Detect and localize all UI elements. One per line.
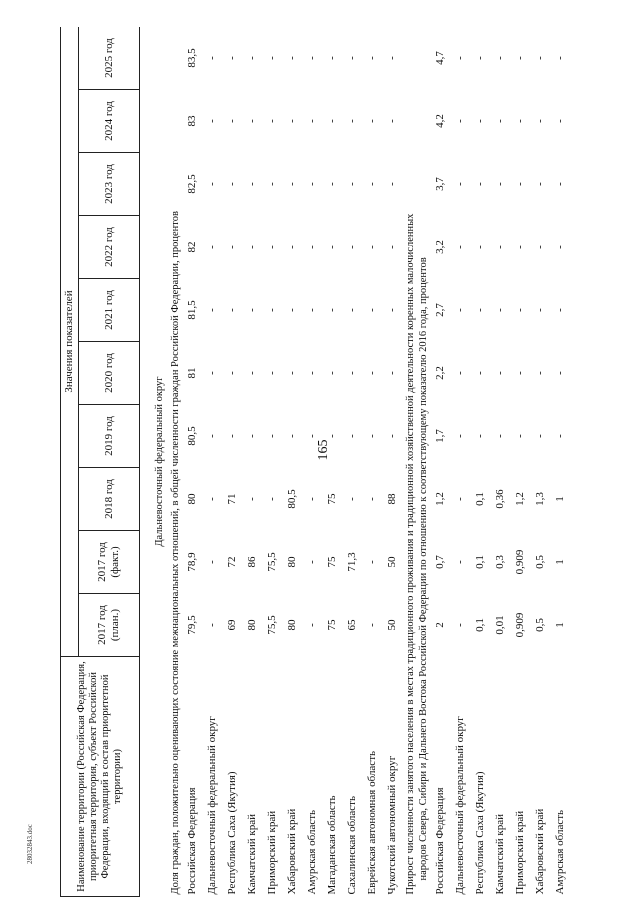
territory-name: Приморский край [513, 810, 526, 895]
table-row [510, 27, 530, 897]
spacer-row [140, 27, 151, 897]
value-cell: - [345, 371, 358, 375]
value-cell: 2,7 [433, 303, 446, 317]
value-cell: - [513, 56, 526, 60]
value-cell: 0,36 [493, 489, 506, 509]
value-cell: - [265, 497, 278, 501]
document-code: 28032843.doc [26, 824, 34, 864]
value-cell: - [453, 56, 466, 60]
value-cell: - [473, 371, 486, 375]
value-cell: - [205, 308, 218, 312]
value-cell: - [345, 434, 358, 438]
territory-name: Камчатский край [493, 814, 506, 895]
value-cell: - [493, 434, 506, 438]
year-header: 2017 год (факт.) [79, 531, 140, 594]
table-row [450, 27, 470, 897]
value-cell: - [265, 245, 278, 249]
value-cell: 2,2 [433, 366, 446, 380]
value-cell: 1 [553, 559, 566, 565]
indicator-1-title: Доля граждан, положительно оценивающих состояние межнациональных отношений, в общей численности граждан Российской Федерации, процентов [169, 211, 181, 895]
indicator-title-row [168, 27, 182, 897]
value-cell: 1 [553, 496, 566, 502]
territory-name: Российская Федерация [185, 787, 198, 895]
value-cell: 0,7 [433, 555, 446, 569]
value-cell: - [205, 119, 218, 123]
value-cell: 81 [185, 367, 198, 379]
value-cell: - [453, 371, 466, 375]
value-cell: - [305, 623, 318, 627]
value-cell: - [365, 371, 378, 375]
value-cell: - [493, 119, 506, 123]
territory-name: Российская Федерация [433, 787, 446, 895]
value-cell: - [325, 245, 338, 249]
year-header: 2020 год [79, 342, 140, 405]
value-cell: 75 [325, 556, 338, 568]
value-cell: 3,2 [433, 240, 446, 254]
value-cell: 72 [225, 556, 238, 568]
year-header: 2017 год (план.) [79, 594, 140, 657]
table-row [322, 27, 342, 897]
value-cell: 0,5 [533, 618, 546, 632]
value-cell: 71,3 [345, 552, 358, 572]
value-cell: - [245, 371, 258, 375]
territory-column-header: Наименование территории (Российская Федерация, приоритетная территория, субъект Российской Федерации, входящий в состав приоритетной территории) [61, 657, 140, 897]
value-cell: - [305, 119, 318, 123]
value-cell: - [453, 119, 466, 123]
table-row [242, 27, 262, 897]
value-cell: 80,5 [285, 489, 298, 509]
value-cell: - [513, 308, 526, 312]
value-cell: 79,5 [185, 615, 198, 635]
value-cell: 2 [433, 622, 446, 628]
value-cell: - [325, 182, 338, 186]
table-row [342, 27, 362, 897]
value-cell: - [473, 119, 486, 123]
value-cell: - [225, 119, 238, 123]
value-cell: - [265, 434, 278, 438]
value-cell: 0,3 [493, 555, 506, 569]
value-cell: - [493, 371, 506, 375]
value-cell: - [345, 182, 358, 186]
value-cell: - [533, 434, 546, 438]
value-cell: 83,5 [185, 48, 198, 68]
value-cell: - [533, 371, 546, 375]
value-cell: - [365, 497, 378, 501]
value-cell: 75 [325, 493, 338, 505]
value-cell: - [553, 434, 566, 438]
table-row [530, 27, 550, 897]
value-cell: - [285, 56, 298, 60]
value-cell: - [385, 245, 398, 249]
value-cell: 80 [285, 619, 298, 631]
value-cell: - [345, 245, 358, 249]
value-cell: - [225, 56, 238, 60]
territory-name: Амурская область [305, 809, 318, 895]
value-cell: - [513, 182, 526, 186]
value-cell: - [285, 371, 298, 375]
territory-name: Магаданская область [325, 795, 338, 895]
value-cell: - [325, 434, 338, 438]
value-cell: - [453, 560, 466, 564]
value-cell: - [365, 245, 378, 249]
value-cell: - [533, 182, 546, 186]
territory-name: Амурская область [553, 809, 566, 895]
table-row [202, 27, 222, 897]
value-cell: 0,1 [473, 555, 486, 569]
value-cell: 80 [245, 619, 258, 631]
value-cell: 86 [245, 556, 258, 568]
value-cell: - [225, 245, 238, 249]
value-cell: 82 [185, 241, 198, 253]
value-cell: 0,5 [533, 555, 546, 569]
value-cell: - [225, 371, 238, 375]
table-row [282, 27, 302, 897]
value-cell: - [265, 56, 278, 60]
value-cell: 80 [185, 493, 198, 505]
value-cell: 1 [553, 622, 566, 628]
indicator-title-row [402, 27, 430, 897]
value-cell: 71 [225, 493, 238, 505]
value-cell: - [305, 560, 318, 564]
value-cell: - [385, 308, 398, 312]
value-cell: - [385, 371, 398, 375]
value-cell: - [473, 56, 486, 60]
value-cell: - [285, 119, 298, 123]
value-cell: - [533, 56, 546, 60]
value-cell: 50 [385, 619, 398, 631]
value-cell: - [345, 119, 358, 123]
spacer-cell [140, 27, 151, 897]
value-cell: - [345, 56, 358, 60]
value-cell: - [305, 245, 318, 249]
values-group-header: Значения показателей [61, 27, 79, 657]
value-cell: 1,7 [433, 429, 446, 443]
value-cell: - [245, 182, 258, 186]
year-header: 2019 год [79, 405, 140, 468]
value-cell: - [345, 497, 358, 501]
value-cell: - [225, 308, 238, 312]
value-cell: - [453, 245, 466, 249]
territory-name: Республика Саха (Якутия) [225, 771, 238, 895]
value-cell: 1,3 [533, 492, 546, 506]
territory-name: Дальневосточный федеральный округ [453, 716, 466, 895]
value-cell: - [345, 308, 358, 312]
page-number: 165 [316, 439, 331, 461]
value-cell: - [453, 182, 466, 186]
table-row [362, 27, 382, 897]
value-cell: - [285, 245, 298, 249]
value-cell: - [325, 308, 338, 312]
value-cell: - [473, 182, 486, 186]
territory-name: Республика Саха (Якутия) [473, 771, 486, 895]
table-row [490, 27, 510, 897]
value-cell: - [473, 434, 486, 438]
value-cell: - [245, 497, 258, 501]
value-cell: 80 [285, 556, 298, 568]
value-cell: 4,7 [433, 51, 446, 65]
value-cell: - [533, 119, 546, 123]
indicators-table [60, 27, 570, 897]
value-cell: 69 [225, 619, 238, 631]
value-cell: 0,909 [513, 612, 526, 638]
value-cell: 81,5 [185, 300, 198, 320]
table-body [140, 27, 571, 897]
value-cell: - [473, 245, 486, 249]
value-cell: - [365, 56, 378, 60]
value-cell: 75,5 [265, 615, 278, 635]
table-row [430, 27, 450, 897]
table-row [550, 27, 570, 897]
value-cell: - [553, 245, 566, 249]
value-cell: - [513, 371, 526, 375]
value-cell: 0,1 [473, 492, 486, 506]
year-header: 2025 год [79, 27, 140, 90]
indicator-2-title-line-1: Прирост численности занятого населения в местах традиционного проживания и традиционной хозяйственной деятельности коренных малочисленных [405, 213, 416, 895]
territory-name: Дальневосточный федеральный округ [205, 716, 218, 895]
territory-name: Чукотский автономный округ [385, 755, 398, 895]
value-cell: 78,9 [185, 552, 198, 572]
table-row [222, 27, 242, 897]
value-cell: 0,1 [473, 618, 486, 632]
value-cell: - [205, 560, 218, 564]
value-cell: - [205, 497, 218, 501]
value-cell: 88 [385, 493, 398, 505]
value-cell: - [365, 434, 378, 438]
value-cell: - [385, 434, 398, 438]
territory-name: Сахалинская область [345, 796, 358, 895]
value-cell: - [265, 371, 278, 375]
value-cell: 75 [325, 619, 338, 631]
table-row [262, 27, 282, 897]
indicator-2-title-line-2: народов Севера, Сибири и Дальнего Востока Российской Федерации по отношению к соответствующему показателю 2016 года, процентов [418, 257, 429, 881]
value-cell: - [365, 182, 378, 186]
value-cell: - [285, 182, 298, 186]
value-cell: - [305, 371, 318, 375]
value-cell: - [553, 371, 566, 375]
value-cell: - [265, 182, 278, 186]
year-header: 2018 год [79, 468, 140, 531]
value-cell: - [225, 434, 238, 438]
value-cell: - [205, 245, 218, 249]
year-header: 2023 год [79, 153, 140, 216]
value-cell: - [225, 182, 238, 186]
value-cell: - [493, 56, 506, 60]
value-cell: 65 [345, 619, 358, 631]
value-cell: - [513, 434, 526, 438]
value-cell: - [305, 56, 318, 60]
indicator-2-title [402, 27, 430, 897]
value-cell: 82,5 [185, 174, 198, 194]
value-cell: 80,5 [185, 426, 198, 446]
value-cell: - [205, 434, 218, 438]
value-cell: - [245, 308, 258, 312]
value-cell: - [493, 245, 506, 249]
year-header: 2021 год [79, 279, 140, 342]
value-cell: - [553, 56, 566, 60]
value-cell: - [205, 182, 218, 186]
value-cell: - [205, 371, 218, 375]
table-row [182, 27, 202, 897]
value-cell: - [513, 245, 526, 249]
value-cell: - [385, 56, 398, 60]
value-cell: - [385, 119, 398, 123]
value-cell: - [285, 308, 298, 312]
territory-name: Камчатский край [245, 814, 258, 895]
value-cell: - [325, 371, 338, 375]
value-cell: 1,2 [513, 492, 526, 506]
value-cell: - [533, 245, 546, 249]
territory-name: Приморский край [265, 810, 278, 895]
indicators-table-container [60, 27, 595, 897]
value-cell: - [453, 497, 466, 501]
value-cell: 3,7 [433, 177, 446, 191]
value-cell: - [365, 560, 378, 564]
territory-name: Еврейская автономная область [365, 750, 378, 895]
value-cell: - [533, 308, 546, 312]
table-row [470, 27, 490, 897]
value-cell: 1,2 [433, 492, 446, 506]
value-cell: - [305, 434, 318, 438]
table-row [382, 27, 402, 897]
value-cell: - [245, 245, 258, 249]
value-cell: - [265, 308, 278, 312]
value-cell: - [245, 119, 258, 123]
value-cell: - [325, 56, 338, 60]
section-row [150, 27, 168, 897]
value-cell: - [473, 308, 486, 312]
value-cell: 0,01 [493, 615, 506, 635]
year-header: 2024 год [79, 90, 140, 153]
value-cell: - [553, 119, 566, 123]
value-cell: - [305, 308, 318, 312]
value-cell: - [365, 119, 378, 123]
value-cell: - [205, 623, 218, 627]
value-cell: - [453, 623, 466, 627]
value-cell: - [493, 182, 506, 186]
value-cell: - [305, 497, 318, 501]
value-cell: - [553, 182, 566, 186]
value-cell: - [385, 182, 398, 186]
section-title: Дальневосточный федеральный округ [153, 376, 165, 547]
value-cell: - [553, 308, 566, 312]
value-cell: - [325, 119, 338, 123]
table-row [302, 27, 322, 897]
value-cell: - [205, 56, 218, 60]
value-cell: - [513, 119, 526, 123]
value-cell: 75,5 [265, 552, 278, 572]
year-header: 2022 год [79, 216, 140, 279]
value-cell: - [265, 119, 278, 123]
value-cell: - [245, 56, 258, 60]
value-cell: - [493, 308, 506, 312]
value-cell: - [305, 182, 318, 186]
value-cell: - [453, 308, 466, 312]
territory-name: Хабаровский край [533, 808, 546, 895]
value-cell: 83 [185, 115, 198, 127]
value-cell: - [285, 434, 298, 438]
value-cell: - [365, 308, 378, 312]
value-cell: - [245, 434, 258, 438]
territory-name: Хабаровский край [285, 808, 298, 895]
value-cell: - [453, 434, 466, 438]
value-cell: 4,2 [433, 114, 446, 128]
value-cell: - [365, 623, 378, 627]
value-cell: 0,909 [513, 549, 526, 575]
rotated-table-area [60, 27, 595, 897]
value-cell: 50 [385, 556, 398, 568]
